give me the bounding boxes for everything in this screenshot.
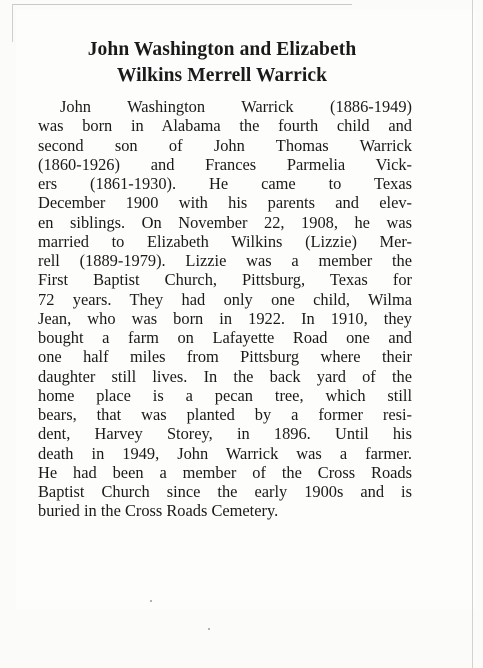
body-line: He had been a member of the Cross Roads bbox=[38, 462, 412, 482]
body-line: home place is a pecan tree, which still bbox=[38, 385, 412, 405]
body-line: one half miles from Pittsburg where their bbox=[38, 347, 412, 367]
body-line: Baptist Church since the early 1900s and is bbox=[38, 482, 412, 501]
body-line: bears, that was planted by a former resi- bbox=[38, 405, 412, 424]
body-line: (1860-1926) and Frances Parmelia Vick- bbox=[38, 154, 412, 174]
body-line: buried in the Cross Roads Cemetery. bbox=[38, 501, 279, 521]
clipping-edge-right bbox=[472, 0, 473, 668]
body-line: bought a farm on Lafayette Road one and bbox=[38, 328, 412, 347]
scan-edge-left bbox=[12, 4, 13, 42]
body-line: dent, Harvey Storey, in 1896. Until his bbox=[38, 424, 412, 444]
body-line: John Washington Warrick (1886-1949) bbox=[60, 97, 412, 116]
body-line: 72 years. They had only one child, Wilma bbox=[38, 289, 412, 309]
body-line: daughter still lives. In the back yard of the bbox=[38, 366, 412, 386]
body-line: rell (1889-1979). Lizzie was a member the bbox=[38, 251, 412, 270]
body-line: December 1900 with his parents and elev- bbox=[38, 193, 412, 213]
scan-edge-top bbox=[12, 4, 352, 5]
scan-speck bbox=[150, 600, 152, 602]
body-line: death in 1949, John Warrick was a farmer. bbox=[38, 443, 412, 463]
body-line: ers (1861-1930). He came to Texas bbox=[38, 174, 412, 193]
scan-speck bbox=[208, 628, 210, 630]
body-line: second son of John Thomas Warrick bbox=[38, 135, 412, 155]
body-line: Jean, who was born in 1922. In 1910, they bbox=[38, 308, 412, 328]
body-line: was born in Alabama the fourth child and bbox=[38, 116, 412, 136]
headline-line-2: Wilkins Merrell Warrick bbox=[116, 65, 328, 86]
body-line: en siblings. On November 22, 1908, he was bbox=[38, 212, 412, 232]
article-body bbox=[38, 97, 412, 521]
article-headline bbox=[32, 37, 412, 89]
headline-line-1: John Washington and Elizabeth bbox=[87, 39, 357, 60]
body-line: First Baptist Church, Pittsburg, Texas for bbox=[38, 270, 412, 290]
body-line: married to Elizabeth Wilkins (Lizzie) Mer- bbox=[38, 231, 412, 251]
